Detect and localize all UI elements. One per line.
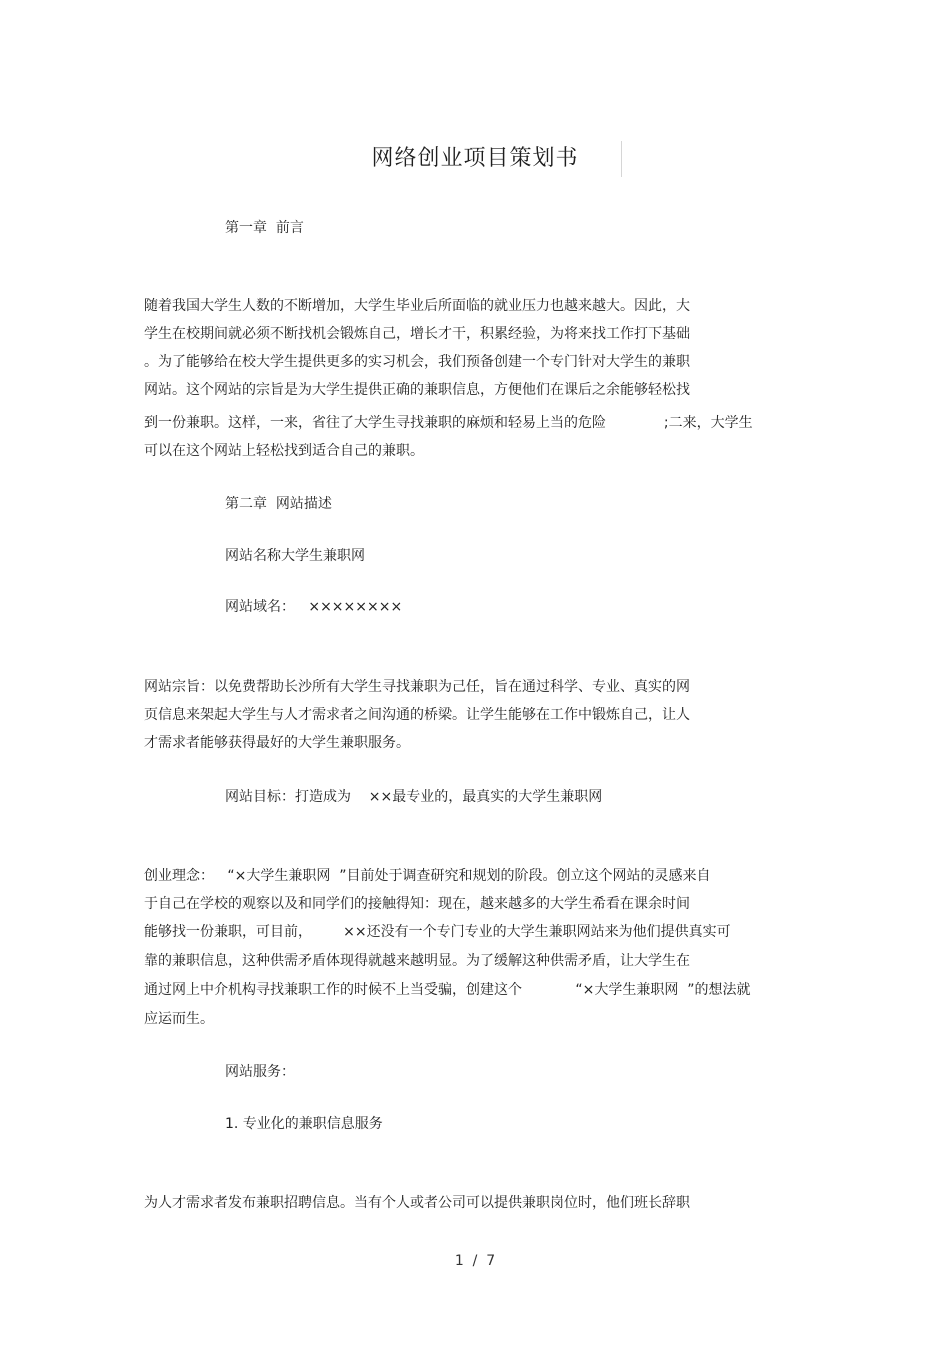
title-divider [621,141,622,177]
concept-line: 能够找一份兼职，可目前， ××还没有一个专门专业的大学生兼职网站来为他们提供真实可 [144,924,731,940]
services-heading: 网站服务： [225,1064,295,1080]
service1-text: 为人才需求者发布兼职招聘信息。当有个人或者公司可以提供兼职岗位时，他们班长辞职 [144,1195,690,1211]
concept-line: 于自己在学校的观察以及和同学们的接触得知：现在，越来越多的大学生希看在课余时间 [144,896,690,912]
chapter2-heading: 第二章 网站描述 [225,496,332,512]
purpose-line: 页信息来架起大学生与人才需求者之间沟通的桥梁。让学生能够在工作中锻炼自己，让人 [144,707,690,723]
chapter1-line: 。为了能够给在校大学生提供更多的实习机会，我们预备创建一个专门针对大学生的兼职 [144,354,690,370]
chapter1-line: 随着我国大学生人数的不断增加，大学生毕业后所面临的就业压力也越来越大。因此，大 [144,298,690,314]
concept-line: 靠的兼职信息，这种供需矛盾体现得就越来越明显。为了缓解这种供需矛盾，让大学生在 [144,953,690,969]
site-domain: 网站域名： ×××××××× [225,599,403,615]
concept-line: 应运而生。 [144,1011,214,1027]
chapter1-line: 到一份兼职。这样，一来，省往了大学生寻找兼职的麻烦和轻易上当的危险 ;二来，大学生 [144,415,753,431]
purpose-line: 网站宗旨：以免费帮助长沙所有大学生寻找兼职为己任，旨在通过科学、专业、真实的网 [144,679,690,695]
chapter1-line: 网站。这个网站的宗旨是为大学生提供正确的兼职信息，方便他们在课后之余能够轻松找 [144,382,690,398]
purpose-line: 才需求者能够获得最好的大学生兼职服务。 [144,735,410,751]
service-item-1: 1. 专业化的兼职信息服务 [225,1116,383,1132]
concept-line: 创业理念： “×大学生兼职网 ”目前处于调查研究和规划的阶段。创立这个网站的灵感来自 [144,868,711,884]
document-title: 网络创业项目策划书 [371,146,579,171]
chapter1-line: 学生在校期间就必须不断找机会锻炼自己，增长才干，积累经验，为将来找工作打下基础 [144,326,690,342]
chapter1-line: 可以在这个网站上轻松找到适合自己的兼职。 [144,443,424,459]
chapter1-heading: 第一章 前言 [225,220,304,236]
concept-line: 通过网上中介机构寻找兼职工作的时候不上当受骗，创建这个 “×大学生兼职网 ”的想法就 [144,982,751,998]
site-goal: 网站目标：打造成为 ××最专业的，最真实的大学生兼职网 [225,789,603,805]
page-number: 1 / 7 [454,1253,496,1269]
site-name: 网站名称大学生兼职网 [225,548,365,564]
